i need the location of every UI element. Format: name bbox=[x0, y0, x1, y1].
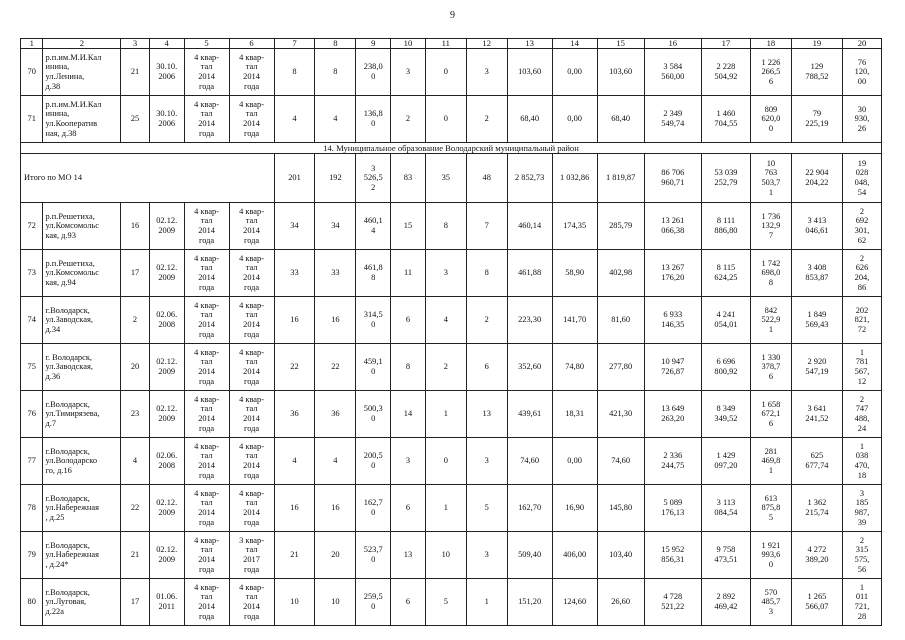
table-cell: 8 bbox=[425, 203, 466, 250]
table-cell: 13 649 263,20 bbox=[644, 391, 701, 438]
column-number-cell: 17 bbox=[701, 39, 750, 49]
address-cell: р.п.им.М.И.Кал инина, ул.Ленина, д.38 bbox=[43, 49, 121, 96]
table-cell: 129 788,52 bbox=[791, 49, 842, 96]
table-cell: 4 квар- тал 2014 года bbox=[184, 579, 229, 626]
table-cell: 103,60 bbox=[507, 49, 552, 96]
table-cell: 4 bbox=[121, 438, 150, 485]
table-cell: 5 bbox=[425, 579, 466, 626]
table-cell: 1 429 097,20 bbox=[701, 438, 750, 485]
table-cell: 79 bbox=[21, 532, 43, 579]
section-title: 14. Муниципальное образование Володарский муниципальный район bbox=[21, 143, 882, 154]
table-cell: 13 bbox=[391, 532, 426, 579]
table-row bbox=[21, 391, 882, 438]
table-cell: 33 bbox=[315, 250, 356, 297]
table-cell: 4 квар- тал 2014 года bbox=[184, 344, 229, 391]
total-cell: 10 763 503,7 1 bbox=[750, 154, 791, 203]
total-cell: 35 bbox=[425, 154, 466, 203]
table-cell: 809 620,0 0 bbox=[750, 96, 791, 143]
table-cell: 1 bbox=[466, 579, 507, 626]
total-cell: 3 526,5 2 bbox=[356, 154, 391, 203]
column-number-cell: 14 bbox=[552, 39, 597, 49]
table-cell: 421,30 bbox=[597, 391, 644, 438]
table-cell: 238,0 0 bbox=[356, 49, 391, 96]
table-cell: 1 265 566,07 bbox=[791, 579, 842, 626]
table-cell: 3 413 046,61 bbox=[791, 203, 842, 250]
table-cell: 570 485,7 3 bbox=[750, 579, 791, 626]
table-cell: 285,79 bbox=[597, 203, 644, 250]
column-number-cell: 2 bbox=[43, 39, 121, 49]
table-cell: 277,80 bbox=[597, 344, 644, 391]
table-cell: 36 bbox=[274, 391, 315, 438]
table-cell: 02.12. 2009 bbox=[149, 485, 184, 532]
table-cell: 26,60 bbox=[597, 579, 644, 626]
table-cell: 1 bbox=[425, 485, 466, 532]
table-cell: 460,1 4 bbox=[356, 203, 391, 250]
table-cell: 1 742 698,0 8 bbox=[750, 250, 791, 297]
table-cell: 0,00 bbox=[552, 96, 597, 143]
table-cell: 4 bbox=[274, 438, 315, 485]
table-cell: 523,7 0 bbox=[356, 532, 391, 579]
table-row bbox=[21, 438, 882, 485]
column-number-cell: 4 bbox=[149, 39, 184, 49]
table-cell: 13 267 176,20 bbox=[644, 250, 701, 297]
table-cell: 1 921 993,6 0 bbox=[750, 532, 791, 579]
table-cell: 0 bbox=[425, 438, 466, 485]
table-cell: 202 821, 72 bbox=[842, 297, 881, 344]
table-cell: 75 bbox=[21, 344, 43, 391]
table-cell: 4 квар- тал 2014 года bbox=[229, 49, 274, 96]
table-cell: 4 квар- тал 2014 года bbox=[184, 485, 229, 532]
table-cell: 3 408 853,87 bbox=[791, 250, 842, 297]
table-cell: 22 bbox=[274, 344, 315, 391]
table-cell: 10 bbox=[315, 579, 356, 626]
column-number-cell: 8 bbox=[315, 39, 356, 49]
table-cell: 8 349 349,52 bbox=[701, 391, 750, 438]
table-cell: 4 квар- тал 2014 года bbox=[184, 532, 229, 579]
table-cell: 4 bbox=[315, 96, 356, 143]
table-cell: 3 bbox=[391, 438, 426, 485]
table-cell: 68,40 bbox=[597, 96, 644, 143]
table-cell: 18,31 bbox=[552, 391, 597, 438]
table-cell: 22 bbox=[121, 485, 150, 532]
table-cell: 6 696 800,92 bbox=[701, 344, 750, 391]
table-row bbox=[21, 250, 882, 297]
column-number-cell: 20 bbox=[842, 39, 881, 49]
table-cell: 1 038 470, 18 bbox=[842, 438, 881, 485]
table-cell: 30.10. 2006 bbox=[149, 96, 184, 143]
column-number-cell: 12 bbox=[466, 39, 507, 49]
table-cell: 2 349 549,74 bbox=[644, 96, 701, 143]
table-cell: 02.12. 2009 bbox=[149, 344, 184, 391]
table-cell: 3 641 241,52 bbox=[791, 391, 842, 438]
table-cell: 1 330 378,7 6 bbox=[750, 344, 791, 391]
table-cell: 200,5 0 bbox=[356, 438, 391, 485]
table-cell: 4 квар- тал 2014 года bbox=[229, 391, 274, 438]
table-cell: 78 bbox=[21, 485, 43, 532]
table-cell: 15 bbox=[391, 203, 426, 250]
table-cell: 500,3 0 bbox=[356, 391, 391, 438]
table-cell: 0 bbox=[425, 96, 466, 143]
column-number-cell: 10 bbox=[391, 39, 426, 49]
table-cell: 2 bbox=[391, 96, 426, 143]
table-cell: 4 bbox=[425, 297, 466, 344]
table-row bbox=[21, 49, 882, 96]
table-row bbox=[21, 344, 882, 391]
address-cell: г.Володарск, ул.Набережная , д.25 bbox=[43, 485, 121, 532]
total-cell: 1 819,87 bbox=[597, 154, 644, 203]
table-cell: 1 bbox=[425, 391, 466, 438]
table-cell: 4 квар- тал 2014 года bbox=[229, 485, 274, 532]
table-cell: 1 011 721, 28 bbox=[842, 579, 881, 626]
table-cell: 1 781 567, 12 bbox=[842, 344, 881, 391]
total-cell: 1 032,86 bbox=[552, 154, 597, 203]
table-cell: 6 bbox=[391, 485, 426, 532]
table-cell: 4 квар- тал 2014 года bbox=[229, 438, 274, 485]
table-cell: 21 bbox=[274, 532, 315, 579]
table-cell: 02.06. 2008 bbox=[149, 297, 184, 344]
table-cell: 4 квар- тал 2014 года bbox=[229, 96, 274, 143]
table-cell: 71 bbox=[21, 96, 43, 143]
address-cell: г.Володарск, ул.Луговая, д.22а bbox=[43, 579, 121, 626]
table-cell: 58,90 bbox=[552, 250, 597, 297]
address-cell: г.Володарск, ул.Володарско го, д.16 bbox=[43, 438, 121, 485]
table-cell: 625 677,74 bbox=[791, 438, 842, 485]
table-cell: 30 930, 26 bbox=[842, 96, 881, 143]
table-cell: 1 849 569,43 bbox=[791, 297, 842, 344]
table-cell: 4 квар- тал 2014 года bbox=[184, 391, 229, 438]
total-cell: 83 bbox=[391, 154, 426, 203]
address-cell: г.Володарск, ул.Заводская, д.34 bbox=[43, 297, 121, 344]
table-cell: 151,20 bbox=[507, 579, 552, 626]
table-cell: 13 bbox=[466, 391, 507, 438]
total-cell: 201 bbox=[274, 154, 315, 203]
table-cell: 1 226 266,5 6 bbox=[750, 49, 791, 96]
table-cell: 74,60 bbox=[507, 438, 552, 485]
table-cell: 4 квар- тал 2014 года bbox=[229, 250, 274, 297]
table-cell: 4 728 521,22 bbox=[644, 579, 701, 626]
table-row bbox=[21, 579, 882, 626]
table-cell: 314,5 0 bbox=[356, 297, 391, 344]
address-cell: г.Володарск, ул.Набережная , д.24* bbox=[43, 532, 121, 579]
column-number-cell: 18 bbox=[750, 39, 791, 49]
table-cell: 33 bbox=[274, 250, 315, 297]
table-cell: 103,60 bbox=[597, 49, 644, 96]
table-row bbox=[21, 96, 882, 143]
table-cell: 4 квар- тал 2014 года bbox=[229, 203, 274, 250]
table-cell: 145,80 bbox=[597, 485, 644, 532]
table-cell: 460,14 bbox=[507, 203, 552, 250]
table-cell: 02.12. 2009 bbox=[149, 250, 184, 297]
table-cell: 4 272 389,20 bbox=[791, 532, 842, 579]
total-label: Итого по МО 14 bbox=[21, 154, 275, 203]
table-cell: 8 bbox=[391, 344, 426, 391]
section-title-row bbox=[21, 143, 882, 154]
table-cell: 6 bbox=[391, 579, 426, 626]
table-cell: 2 920 547,19 bbox=[791, 344, 842, 391]
table-cell: 4 квар- тал 2014 года bbox=[229, 344, 274, 391]
table-cell: 72 bbox=[21, 203, 43, 250]
column-number-cell: 1 bbox=[21, 39, 43, 49]
table-cell: 16,90 bbox=[552, 485, 597, 532]
table-cell: 10 bbox=[425, 532, 466, 579]
table-cell: 15 952 856,31 bbox=[644, 532, 701, 579]
table-cell: 4 квар- тал 2014 года bbox=[184, 203, 229, 250]
table-cell: 23 bbox=[121, 391, 150, 438]
table-cell: 162,70 bbox=[507, 485, 552, 532]
address-cell: р.п.им.М.И.Кал инина, ул.Кооператив ная, д.38 bbox=[43, 96, 121, 143]
table-cell: 2 692 301, 62 bbox=[842, 203, 881, 250]
table-cell: 141,70 bbox=[552, 297, 597, 344]
table-cell: 16 bbox=[274, 485, 315, 532]
table-row bbox=[21, 203, 882, 250]
housing-register-table bbox=[20, 38, 882, 626]
table-cell: 352,60 bbox=[507, 344, 552, 391]
table-cell: 461,8 8 bbox=[356, 250, 391, 297]
table-cell: 7 bbox=[466, 203, 507, 250]
table-cell: 281 469,8 1 bbox=[750, 438, 791, 485]
table-cell: 02.12. 2009 bbox=[149, 391, 184, 438]
table-cell: 16 bbox=[315, 297, 356, 344]
table-cell: 0,00 bbox=[552, 49, 597, 96]
table-cell: 223,30 bbox=[507, 297, 552, 344]
table-cell: 1 736 132,9 7 bbox=[750, 203, 791, 250]
table-cell: 68,40 bbox=[507, 96, 552, 143]
table-cell: 103,40 bbox=[597, 532, 644, 579]
table-cell: 4 квар- тал 2014 года bbox=[184, 297, 229, 344]
table-cell: 174,35 bbox=[552, 203, 597, 250]
table-cell: 459,1 0 bbox=[356, 344, 391, 391]
table-cell: 6 933 146,35 bbox=[644, 297, 701, 344]
total-cell: 2 852,73 bbox=[507, 154, 552, 203]
table-cell: 30.10. 2006 bbox=[149, 49, 184, 96]
table-cell: 3 bbox=[466, 532, 507, 579]
table-cell: 509,40 bbox=[507, 532, 552, 579]
table-cell: 80 bbox=[21, 579, 43, 626]
address-cell: р.п.Решетиха, ул.Комсомольс кая, д.94 bbox=[43, 250, 121, 297]
table-cell: 1 460 704,55 bbox=[701, 96, 750, 143]
table-cell: 10 947 726,87 bbox=[644, 344, 701, 391]
table-cell: 3 185 987, 39 bbox=[842, 485, 881, 532]
table-cell: 4 квар- тал 2014 года bbox=[184, 96, 229, 143]
column-number-cell: 15 bbox=[597, 39, 644, 49]
table-cell: 2 747 488, 24 bbox=[842, 391, 881, 438]
table-cell: 21 bbox=[121, 532, 150, 579]
table-cell: 81,60 bbox=[597, 297, 644, 344]
table-cell: 439,61 bbox=[507, 391, 552, 438]
table-cell: 2 336 244,75 bbox=[644, 438, 701, 485]
table-cell: 16 bbox=[121, 203, 150, 250]
table-cell: 8 bbox=[274, 49, 315, 96]
table-cell: 02.06. 2008 bbox=[149, 438, 184, 485]
table-cell: 25 bbox=[121, 96, 150, 143]
table-cell: 77 bbox=[21, 438, 43, 485]
table-cell: 3 bbox=[466, 49, 507, 96]
table-cell: 3 113 084,54 bbox=[701, 485, 750, 532]
table-cell: 17 bbox=[121, 579, 150, 626]
table-cell: 406,00 bbox=[552, 532, 597, 579]
table-cell: 162,7 0 bbox=[356, 485, 391, 532]
column-number-cell: 13 bbox=[507, 39, 552, 49]
total-cell: 53 039 252,79 bbox=[701, 154, 750, 203]
table-cell: 2 626 204, 86 bbox=[842, 250, 881, 297]
column-number-cell: 9 bbox=[356, 39, 391, 49]
column-number-cell: 7 bbox=[274, 39, 315, 49]
table-cell: 4 241 054,01 bbox=[701, 297, 750, 344]
table-cell: 16 bbox=[315, 485, 356, 532]
table-cell: 01.06. 2011 bbox=[149, 579, 184, 626]
table-row bbox=[21, 532, 882, 579]
table-cell: 02.12. 2009 bbox=[149, 532, 184, 579]
table-cell: 73 bbox=[21, 250, 43, 297]
table-cell: 1 362 215,74 bbox=[791, 485, 842, 532]
table-cell: 613 875,8 5 bbox=[750, 485, 791, 532]
table-cell: 8 115 624,25 bbox=[701, 250, 750, 297]
table-cell: 2 228 504,92 bbox=[701, 49, 750, 96]
table-cell: 3 квар- тал 2017 года bbox=[229, 532, 274, 579]
column-number-cell: 19 bbox=[791, 39, 842, 49]
table-cell: 14 bbox=[391, 391, 426, 438]
table-cell: 34 bbox=[315, 203, 356, 250]
table-cell: 259,5 0 bbox=[356, 579, 391, 626]
table-cell: 3 bbox=[466, 438, 507, 485]
table-row bbox=[21, 485, 882, 532]
column-number-cell: 5 bbox=[184, 39, 229, 49]
address-cell: г.Володарск, ул.Тимирязева, д.7 bbox=[43, 391, 121, 438]
table-cell: 136,8 0 bbox=[356, 96, 391, 143]
table-cell: 2 bbox=[425, 344, 466, 391]
table-cell: 17 bbox=[121, 250, 150, 297]
table-cell: 842 522,9 1 bbox=[750, 297, 791, 344]
table-cell: 76 120, 00 bbox=[842, 49, 881, 96]
table-cell: 13 261 066,38 bbox=[644, 203, 701, 250]
table-cell: 3 bbox=[425, 250, 466, 297]
table-cell: 22 bbox=[315, 344, 356, 391]
table-cell: 11 bbox=[391, 250, 426, 297]
table-row bbox=[21, 297, 882, 344]
column-number-row bbox=[21, 39, 882, 49]
table-cell: 5 089 176,13 bbox=[644, 485, 701, 532]
table-cell: 4 квар- тал 2014 года bbox=[184, 49, 229, 96]
table-cell: 461,88 bbox=[507, 250, 552, 297]
table-cell: 8 111 886,80 bbox=[701, 203, 750, 250]
table-cell: 1 658 672,1 6 bbox=[750, 391, 791, 438]
table-cell: 76 bbox=[21, 391, 43, 438]
total-row bbox=[21, 154, 882, 203]
table-cell: 4 квар- тал 2014 года bbox=[229, 297, 274, 344]
table-cell: 0 bbox=[425, 49, 466, 96]
total-cell: 22 904 204,22 bbox=[791, 154, 842, 203]
total-cell: 19 028 048, 54 bbox=[842, 154, 881, 203]
table-cell: 8 bbox=[315, 49, 356, 96]
table-cell: 3 584 560,00 bbox=[644, 49, 701, 96]
table-cell: 9 758 473,51 bbox=[701, 532, 750, 579]
table-cell: 6 bbox=[391, 297, 426, 344]
table-cell: 0,00 bbox=[552, 438, 597, 485]
total-cell: 192 bbox=[315, 154, 356, 203]
table-cell: 4 квар- тал 2014 года bbox=[229, 579, 274, 626]
table-cell: 4 квар- тал 2014 года bbox=[184, 438, 229, 485]
table-cell: 2 bbox=[466, 297, 507, 344]
table-cell: 16 bbox=[274, 297, 315, 344]
table-cell: 34 bbox=[274, 203, 315, 250]
table-cell: 8 bbox=[466, 250, 507, 297]
table-cell: 4 квар- тал 2014 года bbox=[184, 250, 229, 297]
page-number: 9 bbox=[450, 10, 455, 21]
column-number-cell: 6 bbox=[229, 39, 274, 49]
column-number-cell: 11 bbox=[425, 39, 466, 49]
table-cell: 21 bbox=[121, 49, 150, 96]
table-cell: 02.12. 2009 bbox=[149, 203, 184, 250]
table-cell: 10 bbox=[274, 579, 315, 626]
table-cell: 20 bbox=[315, 532, 356, 579]
table-cell: 74 bbox=[21, 297, 43, 344]
table-cell: 2 bbox=[466, 96, 507, 143]
table-cell: 2 315 575, 56 bbox=[842, 532, 881, 579]
address-cell: г. Володарск, ул.Заводская, д.36 bbox=[43, 344, 121, 391]
table-cell: 2 892 469,42 bbox=[701, 579, 750, 626]
table-cell: 4 bbox=[274, 96, 315, 143]
address-cell: р.п.Решетиха, ул.Комсомольс кая, д.93 bbox=[43, 203, 121, 250]
table-cell: 74,80 bbox=[552, 344, 597, 391]
table-cell: 79 225,19 bbox=[791, 96, 842, 143]
table-cell: 124,60 bbox=[552, 579, 597, 626]
table-cell: 70 bbox=[21, 49, 43, 96]
total-cell: 48 bbox=[466, 154, 507, 203]
table-cell: 20 bbox=[121, 344, 150, 391]
column-number-cell: 16 bbox=[644, 39, 701, 49]
table-cell: 36 bbox=[315, 391, 356, 438]
table-cell: 3 bbox=[391, 49, 426, 96]
table-cell: 4 bbox=[315, 438, 356, 485]
table-cell: 2 bbox=[121, 297, 150, 344]
table-cell: 402,98 bbox=[597, 250, 644, 297]
table-cell: 5 bbox=[466, 485, 507, 532]
total-cell: 86 706 960,71 bbox=[644, 154, 701, 203]
column-number-cell: 3 bbox=[121, 39, 150, 49]
table-cell: 74,60 bbox=[597, 438, 644, 485]
table-cell: 6 bbox=[466, 344, 507, 391]
